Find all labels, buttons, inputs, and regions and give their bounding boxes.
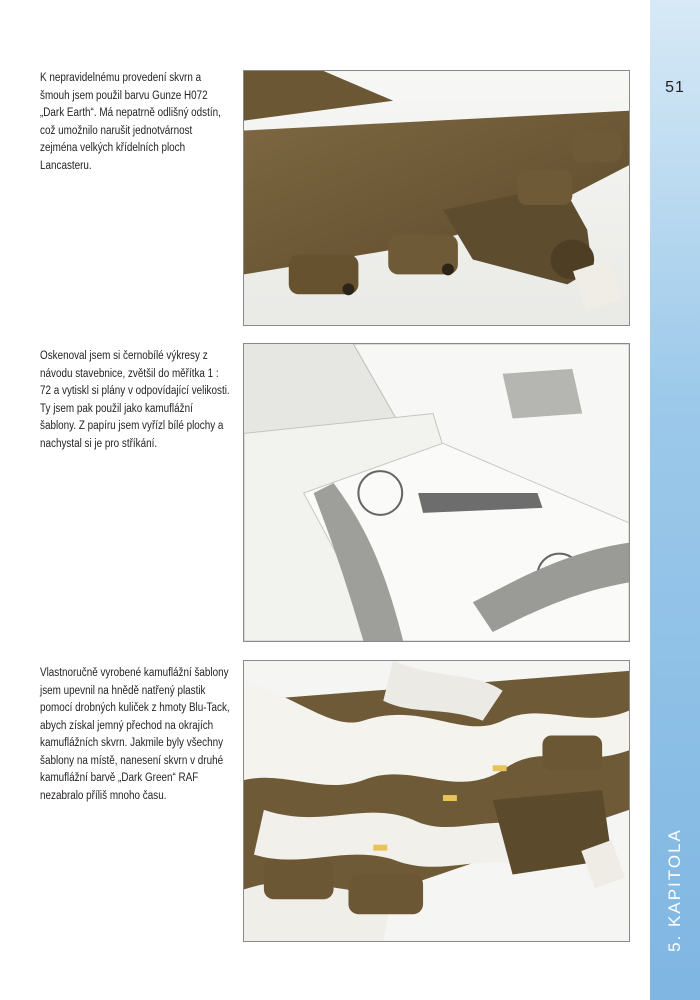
caption-2: Oskenoval jsem si černobílé výkresy z návodu stavebnice, zvětšil do měřítka 1 : 72 a vytiskl si plány v odpovídající velikosti. Ty jsem pak použil jako kamuflážní šablony. Z papíru jsem vyřízl bílé plochy a nachystal si je pro stříkání. bbox=[40, 350, 230, 450]
photo-masked-model bbox=[243, 660, 630, 942]
chapter-label-text: 5. KAPITOLA bbox=[665, 828, 685, 952]
photo-paper-templates bbox=[243, 343, 630, 642]
caption-3: Vlastnoručně vyrobené kamuflážní šablony jsem upevnil na hnědě natřený plastik pomocí drobných kuliček z hmoty Blu-Tack, abych získal jemný přechod na okrajích kamuflážních skvrn. Jakmile byly všechny šablony na místě, nanesení skvrn v druhé kamuflážní barvě „Dark Green“ RAF nezabralo příliš mnoho času. bbox=[40, 667, 230, 802]
chapter-label bbox=[650, 800, 700, 980]
caption-1: K nepravidelnému provedení skvrn a šmouh jsem použil barvu Gunze H072 „Dark Earth“. Má nepatrně odlišný odstín, což umožnilo narušit jednotvárnost zejména velkých křídelních ploch Lancasteru. bbox=[40, 72, 221, 172]
photo-wing-dark-earth bbox=[243, 70, 630, 326]
page-number: 51 bbox=[665, 79, 685, 96]
